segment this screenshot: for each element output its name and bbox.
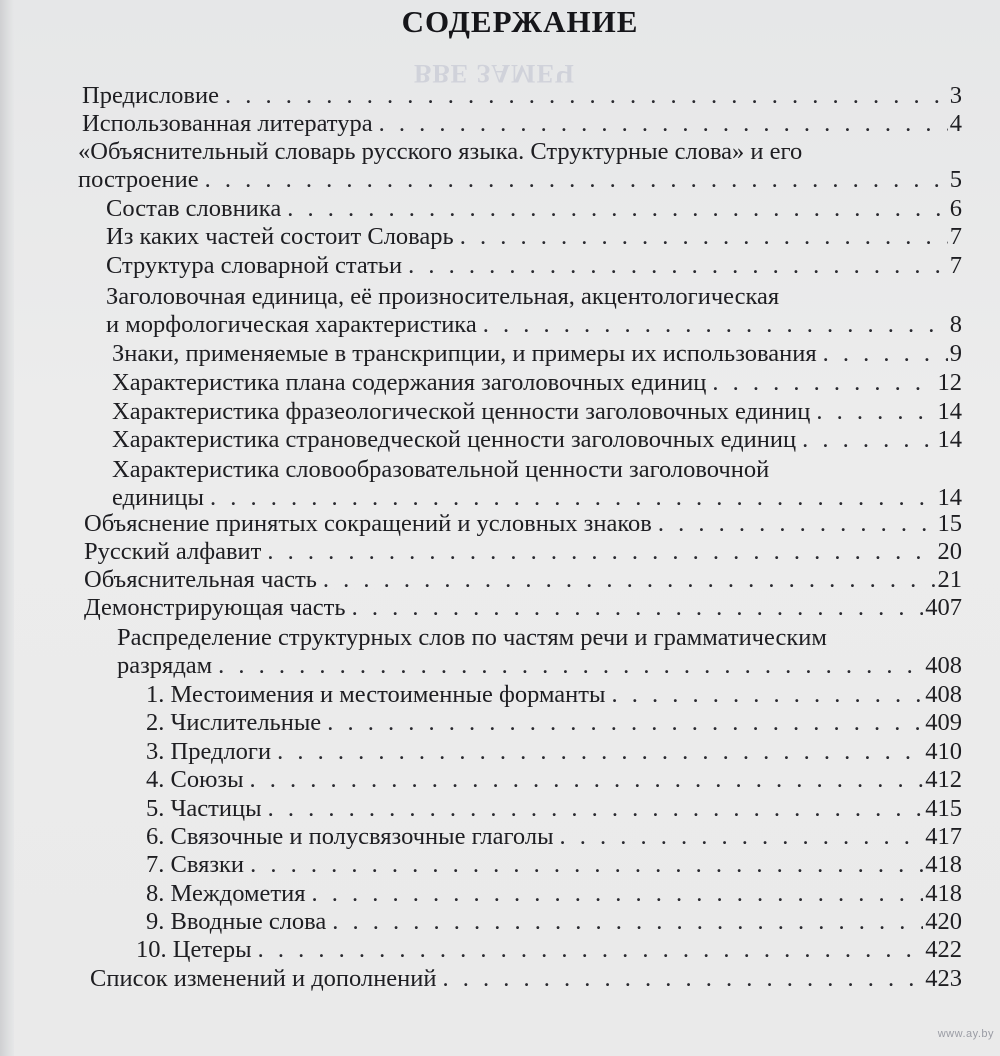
- toc-entry-label: Демонстрирующая часть: [84, 594, 346, 621]
- watermark: www.ay.by: [937, 1028, 994, 1040]
- leader-dots: [327, 709, 923, 737]
- toc-page-number: 418: [925, 880, 962, 907]
- leader-dots: [379, 110, 948, 138]
- toc-entry-label: Характеристика фразеологической ценности заголовочных единиц: [112, 398, 811, 425]
- leader-dots: [218, 652, 923, 680]
- toc-page-number: 412: [925, 766, 962, 793]
- leader-dots: [267, 538, 935, 566]
- toc-entry-label: построение: [78, 166, 199, 193]
- toc-entry: [82, 110, 962, 138]
- toc-entry-label-line1: Характеристика словообразовательной ценности заголовочной: [112, 456, 770, 483]
- toc-entry-label: Использованная литература: [82, 110, 373, 137]
- toc-page-number: 14: [937, 398, 962, 425]
- leader-dots: [408, 252, 948, 280]
- leader-dots: [311, 880, 923, 908]
- toc-entry-label: 7. Связки: [146, 851, 245, 878]
- toc-page-number: 408: [925, 652, 962, 679]
- leader-dots: [712, 369, 935, 397]
- toc-entry: [90, 965, 962, 993]
- toc-entry: [146, 823, 962, 851]
- leader-dots: [323, 566, 936, 594]
- toc-entry: [146, 681, 962, 709]
- toc-entry-label: 8. Междометия: [146, 880, 306, 907]
- toc-entry: [146, 709, 962, 737]
- leader-dots: [205, 166, 948, 194]
- leader-dots: [823, 340, 948, 368]
- leader-dots: [258, 936, 924, 964]
- toc-entry: [82, 82, 962, 110]
- toc-page-number: 7: [949, 252, 962, 279]
- toc-page-number: 9: [949, 340, 962, 367]
- toc-entry-label: Русский алфавит: [84, 538, 262, 565]
- toc-entry: [106, 195, 962, 223]
- toc-page-number: 3: [949, 82, 962, 109]
- toc-entry: [117, 624, 962, 680]
- toc-entry-label: разрядам: [117, 652, 213, 679]
- toc-entry: [84, 538, 962, 566]
- toc-entry: [78, 138, 962, 194]
- toc-page-number: 15: [937, 510, 962, 537]
- toc-entry-label: Знаки, применяемые в транскрипции, и примеры их использования: [112, 340, 817, 367]
- toc-page-number: 4: [949, 110, 962, 137]
- toc-page-number: 14: [937, 484, 962, 511]
- toc-entry-label: 9. Вводные слова: [146, 908, 327, 935]
- toc-entry: [106, 252, 962, 280]
- leader-dots: [287, 195, 948, 223]
- toc-page-number: 420: [925, 908, 962, 935]
- toc-entry: [146, 908, 962, 936]
- toc-entry-label: Объяснение принятых сокращений и условных знаков: [84, 510, 652, 537]
- toc-page-number: 20: [937, 538, 962, 565]
- leader-dots: [802, 426, 935, 454]
- toc-entry-label: Состав словника: [106, 195, 282, 222]
- toc-page-number: 422: [925, 936, 962, 963]
- toc-page-number: 407: [925, 594, 962, 621]
- toc-entry: [106, 223, 962, 251]
- leader-dots: [658, 510, 936, 538]
- toc-entry-label: Предисловие: [82, 82, 219, 109]
- toc-entry: [146, 851, 962, 879]
- toc-page-number: 415: [925, 795, 962, 822]
- toc-page-number: 410: [925, 738, 962, 765]
- leader-dots: [460, 223, 948, 251]
- toc-page-number: 417: [925, 823, 962, 850]
- toc-entry: [84, 510, 962, 538]
- toc-page-number: 418: [925, 851, 962, 878]
- toc-entry-label: 6. Связочные и полусвязочные глаголы: [146, 823, 554, 850]
- toc-entry-label-line1: Распределение структурных слов по частям речи и грамматическим: [117, 624, 827, 651]
- leader-dots: [250, 766, 924, 794]
- toc-entry-label: Из каких частей состоит Словарь: [106, 223, 454, 250]
- toc-entry: [106, 283, 962, 339]
- toc-page-number: 5: [949, 166, 962, 193]
- toc-entry-label: 4. Союзы: [146, 766, 244, 793]
- toc-entry-label: 10. Цетеры: [136, 936, 252, 963]
- leader-dots: [250, 851, 923, 879]
- leader-dots: [443, 965, 924, 993]
- toc-entry-label: Характеристика плана содержания заголовочных единиц: [112, 369, 707, 396]
- toc-page-number: 7: [949, 223, 962, 250]
- leader-dots: [268, 795, 924, 823]
- toc-page-number: 6: [949, 195, 962, 222]
- toc-entry-label: 1. Местоимения и местоименные форманты: [146, 681, 606, 708]
- toc-entry-label: 5. Частицы: [146, 795, 262, 822]
- toc-entry: [112, 369, 962, 397]
- toc-entry: [84, 566, 962, 594]
- toc-entry: [146, 766, 962, 794]
- page-title: СОДЕРЖАНИЕ: [401, 4, 639, 39]
- toc-entry-label: и морфологическая характеристика: [106, 311, 477, 338]
- toc-page-number: 14: [937, 426, 962, 453]
- leader-dots: [611, 681, 923, 709]
- toc-page-number: 8: [949, 311, 962, 338]
- toc-page-number: 423: [925, 965, 962, 992]
- toc-page-number: 408: [925, 681, 962, 708]
- toc-page-number: 409: [925, 709, 962, 736]
- toc-page-number: 12: [937, 369, 962, 396]
- toc-entry: [146, 880, 962, 908]
- toc-entry: [136, 936, 962, 964]
- toc-entry: [146, 795, 962, 823]
- toc-entry-label: Характеристика страноведческой ценности заголовочных единиц: [112, 426, 797, 453]
- leader-dots: [483, 311, 948, 339]
- toc-entry: [112, 426, 962, 454]
- leader-dots: [816, 398, 935, 426]
- toc-entry: [146, 738, 962, 766]
- leader-dots: [352, 594, 924, 622]
- toc-entry: [112, 340, 962, 368]
- toc-entry-label: Список изменений и дополнений: [90, 965, 437, 992]
- toc-entry-label-line1: «Объяснительный словарь русского языка. Структурные слова» и его: [78, 138, 803, 165]
- toc-entry: [112, 398, 962, 426]
- leader-dots: [210, 484, 936, 512]
- toc-entry-label: единицы: [112, 484, 204, 511]
- toc-entry-label: 2. Числительные: [146, 709, 322, 736]
- toc-entry: [84, 594, 962, 622]
- toc-entry: [112, 456, 962, 512]
- leader-dots: [560, 823, 924, 851]
- toc-page-number: 21: [937, 566, 962, 593]
- toc-entry-label: Объяснительная часть: [84, 566, 317, 593]
- leader-dots: [225, 82, 948, 110]
- bleed-through-text: ВВЕ ЗАМЕЧ: [414, 59, 575, 88]
- leader-dots: [277, 738, 923, 766]
- toc-entry-label-line1: Заголовочная единица, её произносительная, акцентологическая: [106, 283, 780, 310]
- leader-dots: [332, 908, 923, 936]
- toc-entry-label: 3. Предлоги: [146, 738, 272, 765]
- toc-entry-label: Структура словарной статьи: [106, 252, 403, 279]
